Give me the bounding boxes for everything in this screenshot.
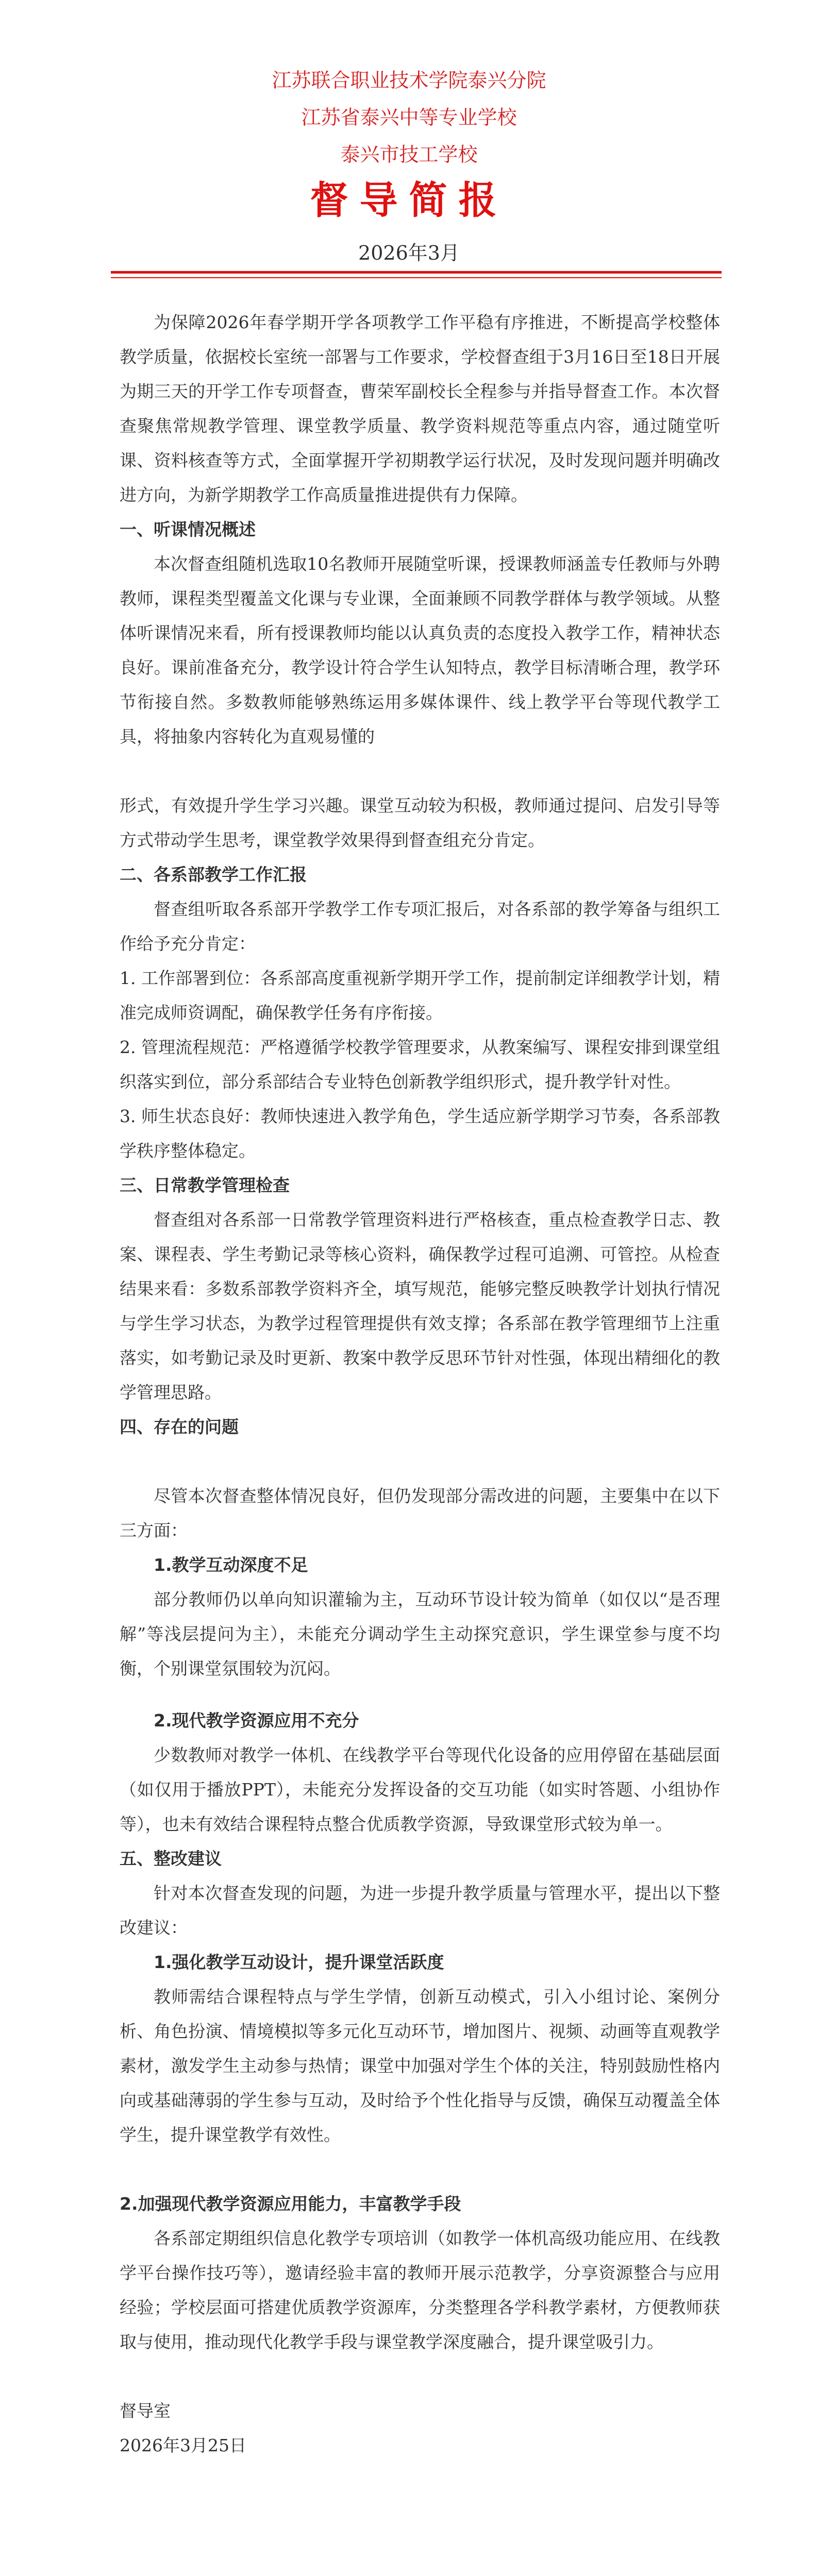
section-heading-3: 三、日常教学管理检查 bbox=[120, 1175, 290, 1195]
section-5-subheading-2: 2.加强现代教学资源应用能力，丰富教学手段 bbox=[120, 2194, 461, 2214]
section-2-item-3: 3. 师生状态良好：教师快速进入教学角色，学生适应新学期学习节奏，各系部教学秩序整体稳定。 bbox=[120, 1106, 720, 1161]
spacer bbox=[120, 2152, 720, 2187]
section-2-item-1: 1. 工作部署到位：各系部高度重视新学期开学工作，提前制定详细教学计划，精准完成师资调配，确保教学任务有序衔接。 bbox=[120, 968, 720, 1023]
section-4-intro: 尽管本次督查整体情况良好，但仍发现部分需改进的问题，主要集中在以下三方面： bbox=[120, 1486, 720, 1540]
document-header bbox=[0, 62, 818, 173]
signature-date: 2026年3月25日 bbox=[120, 2435, 246, 2455]
spacer bbox=[120, 1686, 720, 1703]
section-heading-4: 四、存在的问题 bbox=[120, 1417, 239, 1437]
section-4-subheading-2: 2.现代教学资源应用不充分 bbox=[154, 1710, 359, 1731]
spacer bbox=[120, 2359, 720, 2394]
section-5-subheading-1: 1.强化教学互动设计，提升课堂活跃度 bbox=[154, 1952, 444, 1972]
section-heading-2: 二、各系部教学工作汇报 bbox=[120, 865, 307, 885]
section-5-intro: 针对本次督查发现的问题，为进一步提升教学质量与管理水平，提出以下整改建议： bbox=[120, 1883, 720, 1938]
section-heading-1: 一、听课情况概述 bbox=[120, 519, 256, 539]
section-2-intro: 督查组听取各系部开学教学工作专项汇报后，对各系部的教学筹备与组织工作给予充分肯定： bbox=[120, 899, 720, 954]
org-name-3: 泰兴市技工学校 bbox=[340, 143, 478, 166]
section-5-sub-1-paragraph: 教师需结合课程特点与学生学情，创新互动模式，引入小组讨论、案例分析、角色扮演、情境模拟等多元化互动环节，增加图片、视频、动画等直观教学素材，激发学生主动参与热情；课堂中加强对学生个体的关注，特别鼓励性格内向或基础薄弱的学生参与互动，及时给予个性化指导与反馈，确保互动覆盖全体学生，提升课堂教学有效性。 bbox=[120, 1987, 720, 2145]
intro-paragraph: 为保障2026年春学期开学各项教学工作平稳有序推进，不断提高学校整体教学质量，依据校长室统一部署与工作要求，学校督查组于3月16日至18日开展为期三天的开学工作专项督查，曹荣军副校长全程参与并指导督查工作。本次督查聚焦常规教学管理、课堂教学质量、教学资料规范等重点内容，通过随堂听课、资料核查等方式，全面掌握开学初期教学运行状况，及时发现问题并明确改进方向，为新学期教学工作高质量推进提供有力保障。 bbox=[120, 312, 720, 505]
section-4-sub-1-paragraph: 部分教师仍以单向知识灌输为主，互动环节设计较为简单（如仅以“是否理解”等浅层提问为主），未能充分调动学生主动探究意识，学生课堂参与度不均衡，个别课堂氛围较为沉闷。 bbox=[120, 1589, 720, 1679]
org-name-2: 江苏省泰兴中等专业学校 bbox=[301, 106, 517, 129]
org-name-1: 江苏联合职业技术学院泰兴分院 bbox=[272, 69, 546, 92]
section-1-paragraph-1: 本次督查组随机选取10名教师开展随堂听课，授课教师涵盖专任教师与外聘教师，课程类型覆盖文化课与专业课，全面兼顾不同教学群体与教学领域。从整体听课情况来看，所有授课教师均能以认真负责的态度投入教学工作，精神状态良好。课前准备充分，教学设计符合学生认知特点，教学目标清晰合理，教学环节衔接自然。多数教师能够熟练运用多媒体课件、线上教学平台等现代教学工具，将抽象内容转化为直观易懂的 bbox=[120, 554, 720, 747]
section-5-sub-2-paragraph: 各系部定期组织信息化教学专项培训（如教学一体机高级功能应用、在线教学平台操作技巧等），邀请经验丰富的教师开展示范教学，分享资源整合与应用经验；学校层面可搭建优质教学资源库，分类整理各学科教学素材，方便教师获取与使用，推动现代化教学手段与课堂教学深度融合，提升课堂吸引力。 bbox=[120, 2228, 720, 2352]
section-4-sub-2-paragraph: 少数教师对教学一体机、在线教学平台等现代化设备的应用停留在基础层面（如仅用于播放PPT），未能充分发挥设备的交互功能（如实时答题、小组协作等），也未有效结合课程特点整合优质教学资源，导致课堂形式较为单一。 bbox=[120, 1745, 720, 1834]
section-heading-5: 五、整改建议 bbox=[120, 1849, 222, 1869]
section-1-paragraph-2: 形式，有效提升学生学习兴趣。课堂互动较为积极，教师通过提问、启发引导等方式带动学生思考，课堂教学效果得到督查组充分肯定。 bbox=[120, 795, 720, 850]
document-title: 督导简报 bbox=[310, 178, 508, 223]
spacer bbox=[120, 1444, 720, 1479]
section-2-item-2: 2. 管理流程规范：严格遵循学校教学管理要求，从教案编写、课程安排到课堂组织落实到位，部分系部结合专业特色创新教学组织形式，提升教学针对性。 bbox=[120, 1037, 720, 1092]
red-divider-thin bbox=[111, 277, 722, 278]
document-date: 2026年3月 bbox=[358, 242, 460, 264]
section-4-subheading-1: 1.教学互动深度不足 bbox=[154, 1555, 308, 1575]
section-3-paragraph: 督查组对各系部一日常教学管理资料进行严格核查，重点检查教学日志、教案、课程表、学生考勤记录等核心资料，确保教学过程可追溯、可管控。从检查结果来看：多数系部教学资料齐全，填写规范，能够完整反映教学计划执行情况与学生学习状态，为教学过程管理提供有效支撑；各系部在教学管理细节上注重落实，如考勤记录及时更新、教案中教学反思环节针对性强，体现出精细化的教学管理思路。 bbox=[120, 1210, 720, 1402]
spacer bbox=[120, 754, 720, 788]
signature-office: 督导室 bbox=[120, 2401, 171, 2421]
red-divider-thick bbox=[111, 271, 722, 274]
document-body bbox=[120, 305, 720, 2463]
